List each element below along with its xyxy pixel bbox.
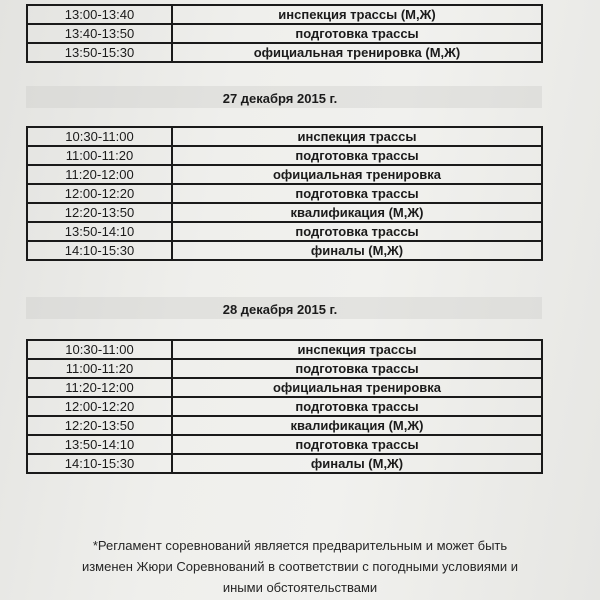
schedule-table-27-dec <box>26 126 543 261</box>
footnote <box>20 535 580 598</box>
table-row <box>27 416 542 435</box>
time-cell: 13:50-14:10 <box>27 435 172 454</box>
table-row <box>27 241 542 260</box>
table-row <box>27 24 542 43</box>
date-heading-27-dec: 27 декабря 2015 г. <box>222 91 338 106</box>
table-row <box>27 397 542 416</box>
time-cell: 12:00-12:20 <box>27 184 172 203</box>
activity-cell: подготовка трассы <box>172 184 542 203</box>
table-row <box>27 184 542 203</box>
time-cell: 13:50-15:30 <box>27 43 172 62</box>
time-cell: 13:40-13:50 <box>27 24 172 43</box>
time-cell: 10:30-11:00 <box>27 127 172 146</box>
time-cell: 14:10-15:30 <box>27 241 172 260</box>
table-row <box>27 340 542 359</box>
activity-cell: инспекция трассы (М,Ж) <box>172 5 542 24</box>
activity-cell: подготовка трассы <box>172 435 542 454</box>
time-cell: 12:20-13:50 <box>27 416 172 435</box>
table-row <box>27 165 542 184</box>
activity-cell: официальная тренировка <box>172 378 542 397</box>
activity-cell: подготовка трассы <box>172 146 542 165</box>
table-row <box>27 378 542 397</box>
time-cell: 12:00-12:20 <box>27 397 172 416</box>
table-row <box>27 222 542 241</box>
activity-cell: квалификация (М,Ж) <box>172 203 542 222</box>
table-row <box>27 435 542 454</box>
table-row <box>27 43 542 62</box>
table-row <box>27 203 542 222</box>
date-heading-28-dec: 28 декабря 2015 г. <box>222 302 338 317</box>
schedule-table-28-dec <box>26 339 543 474</box>
time-cell: 11:20-12:00 <box>27 165 172 184</box>
activity-cell: подготовка трассы <box>172 359 542 378</box>
activity-cell: инспекция трассы <box>172 340 542 359</box>
activity-cell: финалы (М,Ж) <box>172 241 542 260</box>
activity-cell: официальная тренировка (М,Ж) <box>172 43 542 62</box>
schedule-table-day1-continued <box>26 4 543 63</box>
time-cell: 12:20-13:50 <box>27 203 172 222</box>
activity-cell: инспекция трассы <box>172 127 542 146</box>
activity-cell: финалы (М,Ж) <box>172 454 542 473</box>
time-cell: 10:30-11:00 <box>27 340 172 359</box>
activity-cell: официальная тренировка <box>172 165 542 184</box>
activity-cell: подготовка трассы <box>172 222 542 241</box>
activity-cell: квалификация (М,Ж) <box>172 416 542 435</box>
footnote-line: изменен Жюри Соревнований в соответствии с погодными условиями и <box>81 559 519 574</box>
time-cell: 13:50-14:10 <box>27 222 172 241</box>
activity-cell: подготовка трассы <box>172 397 542 416</box>
table-row <box>27 127 542 146</box>
footnote-line: *Регламент соревнований является предварительным и может быть <box>92 538 508 553</box>
time-cell: 14:10-15:30 <box>27 454 172 473</box>
time-cell: 11:00-11:20 <box>27 146 172 165</box>
table-row <box>27 5 542 24</box>
time-cell: 11:20-12:00 <box>27 378 172 397</box>
time-cell: 11:00-11:20 <box>27 359 172 378</box>
time-cell: 13:00-13:40 <box>27 5 172 24</box>
footnote-line: иными обстоятельствами <box>222 580 378 595</box>
table-row <box>27 359 542 378</box>
table-row <box>27 146 542 165</box>
table-row <box>27 454 542 473</box>
activity-cell: подготовка трассы <box>172 24 542 43</box>
